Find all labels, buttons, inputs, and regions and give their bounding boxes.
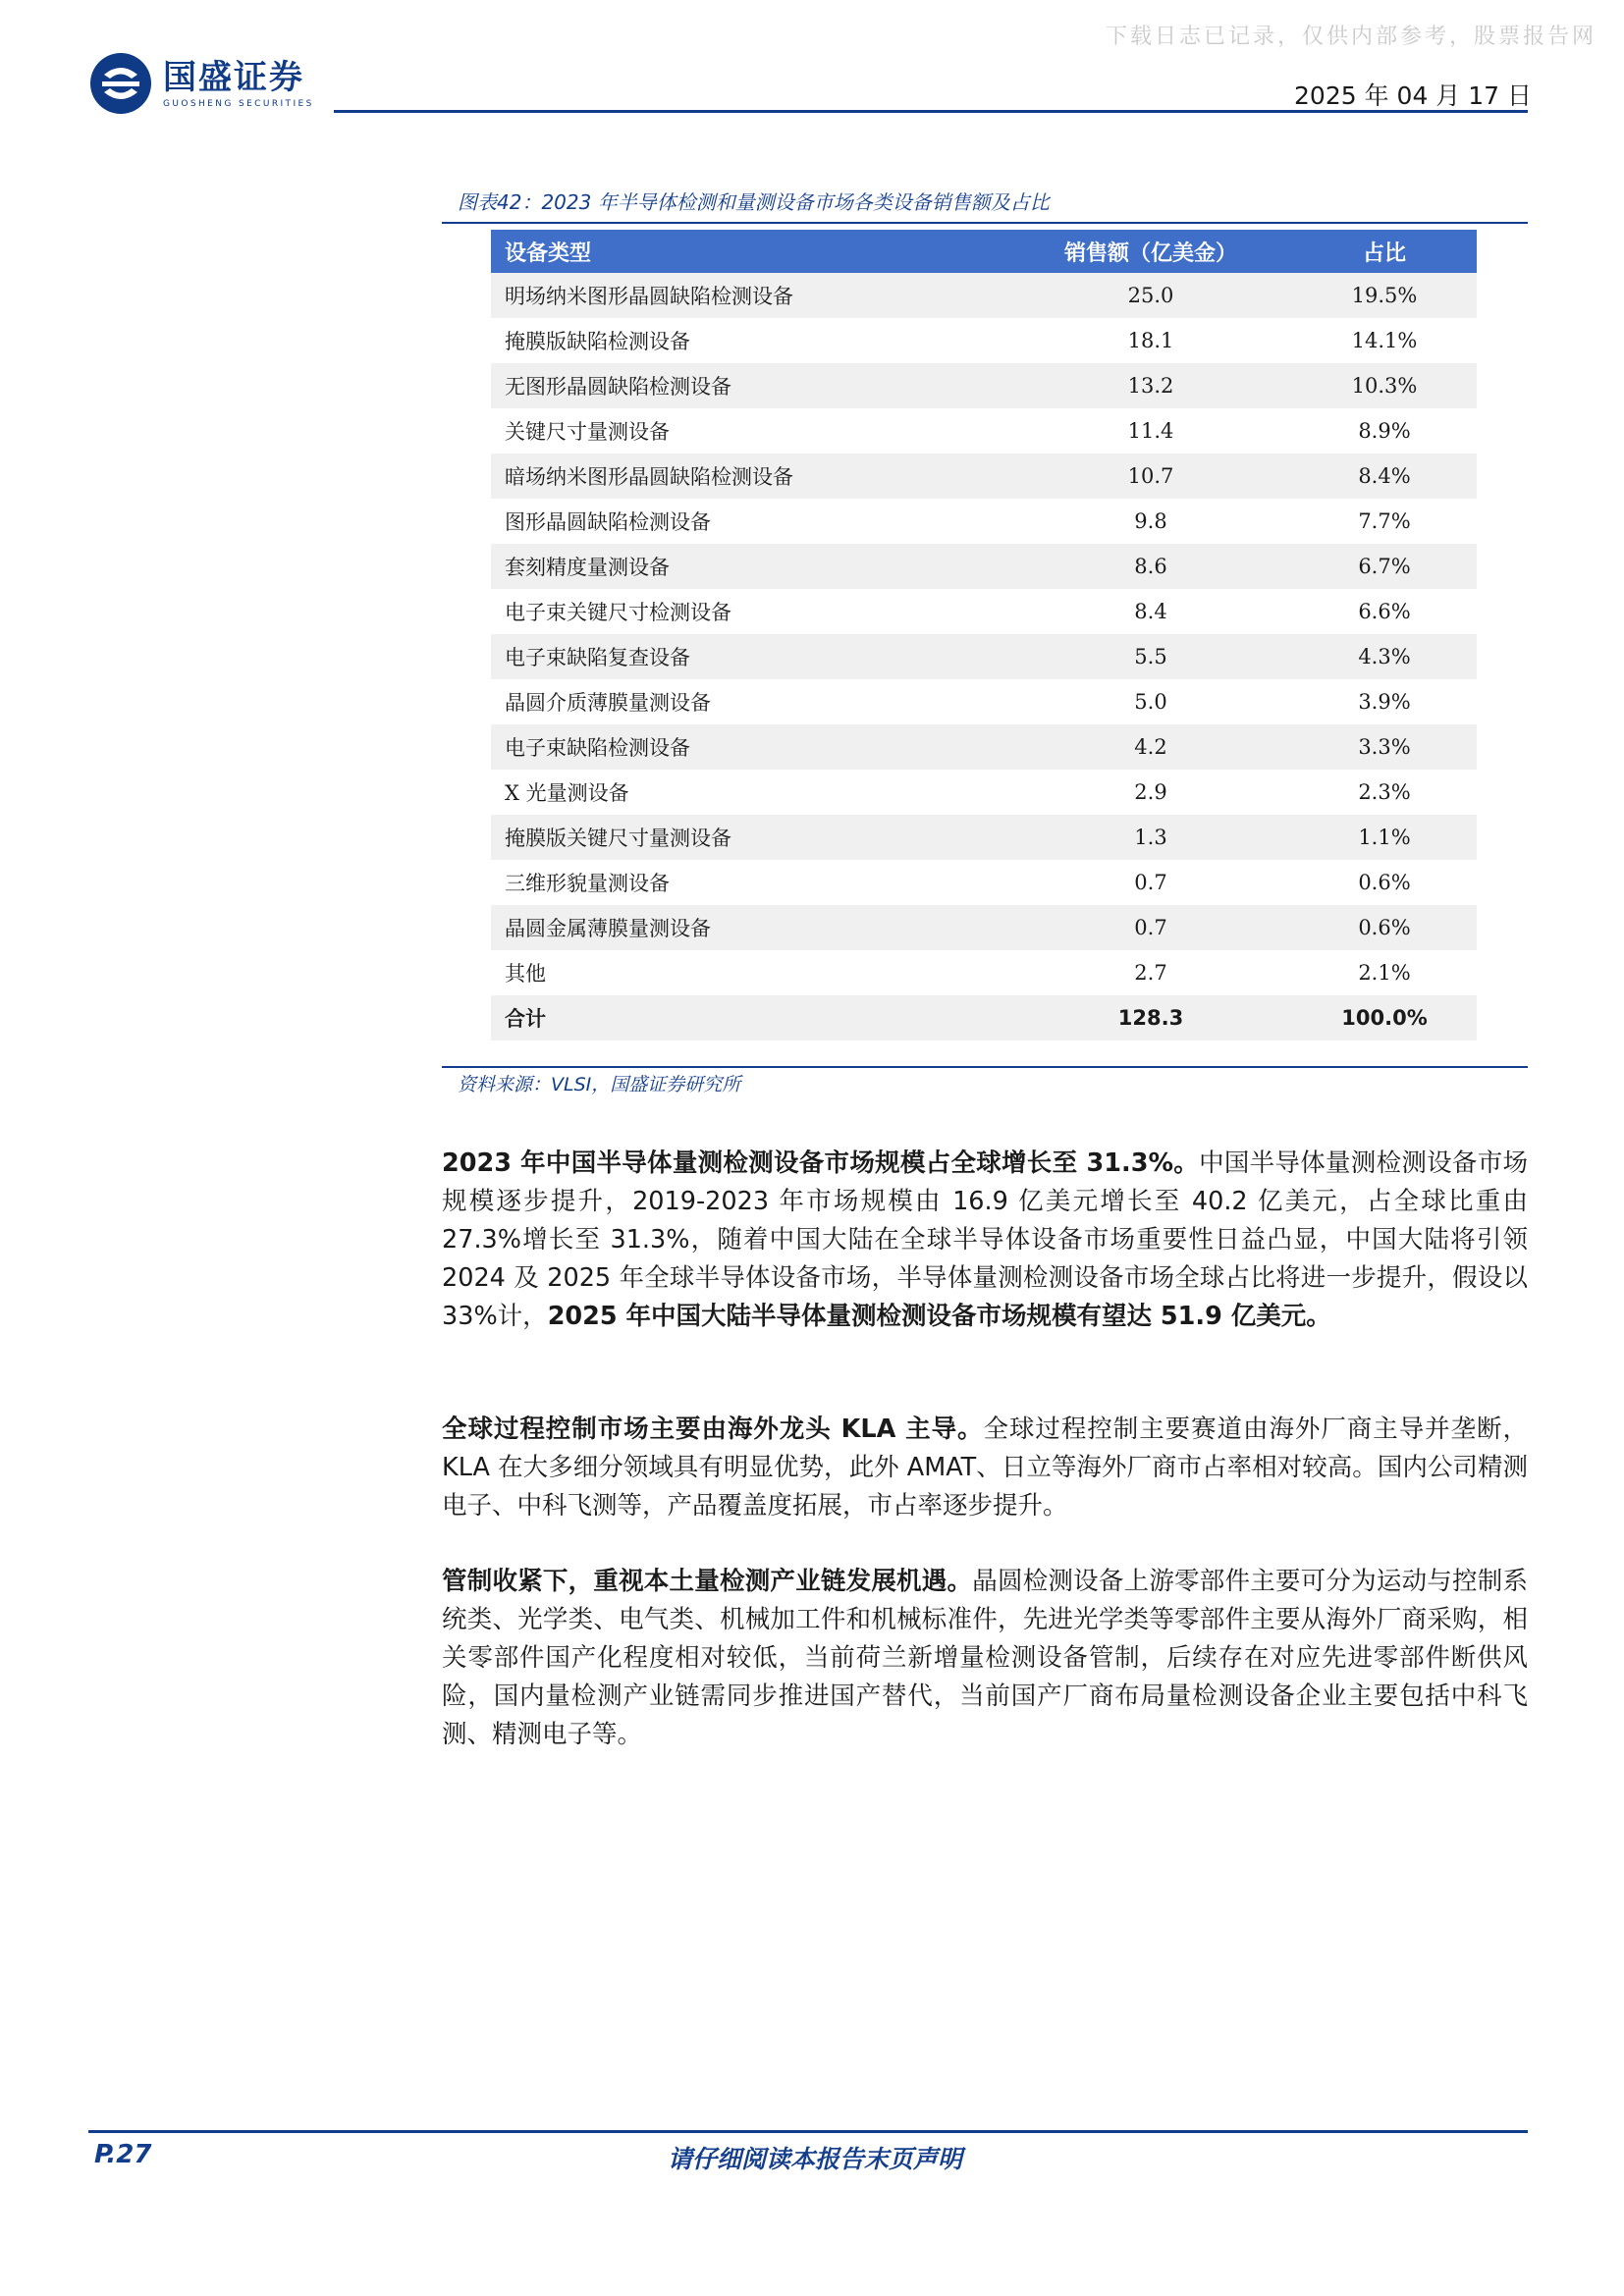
- table-row: [491, 544, 1477, 589]
- page-number: P.27: [94, 2140, 152, 2169]
- cell-sales: 11.4: [1127, 419, 1174, 443]
- logo-name-en: GUOSHENG SECURITIES: [163, 99, 314, 109]
- cell-share: 1.1%: [1292, 815, 1477, 860]
- paragraph-body: 全球过程控制主要赛道由海外厂商主导并垄断，KLA 在大多细分领域具有明显优势，此外 AMAT、日立等海外厂商市占率相对较高。国内公司精测电子、中科飞测等，产品覆盖度拓展，市占率逐步提升。: [442, 1415, 1528, 1521]
- report-date: 2025 年 04 月 17 日: [1294, 81, 1532, 110]
- cell-type: X 光量测设备: [505, 781, 629, 805]
- paragraph-lead: 2023 年中国半导体量测检测设备市场规模占全球增长至 31.3%。: [442, 1148, 1200, 1178]
- cell-share: 0.6%: [1292, 905, 1477, 950]
- cell-sales: 8.4: [1134, 600, 1167, 623]
- table-total-row: [491, 995, 1477, 1041]
- cell-total-share: 100.0%: [1292, 995, 1477, 1041]
- cell-type: 掩膜版关键尺寸量测设备: [491, 815, 1009, 860]
- header-divider: [334, 110, 1528, 113]
- cell-total-label: 合计: [491, 995, 1009, 1041]
- table-row: [491, 363, 1477, 408]
- logo-name-cn: 国盛证券: [163, 58, 304, 97]
- watermark-text: 下载日志已记录，仅供内部参考，股票报告网: [1105, 25, 1597, 49]
- table-header-row: [491, 230, 1477, 273]
- footer-disclaimer: 请仔细阅读本报告末页声明: [668, 2145, 963, 2173]
- cell-sales: 2.9: [1134, 780, 1167, 804]
- table-row: [491, 679, 1477, 724]
- cell-sales: 18.1: [1127, 329, 1174, 352]
- paragraph-tail: 2025 年中国大陆半导体量测检测设备市场规模有望达 51.9 亿美元。: [547, 1302, 1331, 1331]
- table-row: [491, 950, 1477, 995]
- cell-share: 0.6%: [1358, 871, 1411, 894]
- cell-share: 2.3%: [1358, 780, 1411, 804]
- table-row: [491, 499, 1477, 544]
- figure-source: 资料来源：VLSI，国盛证券研究所: [458, 1074, 741, 1095]
- table-row: [491, 408, 1477, 454]
- cell-type: 其他: [505, 962, 546, 986]
- cell-share: 19.5%: [1292, 273, 1477, 318]
- table-row: [491, 273, 1477, 318]
- table-row: [491, 815, 1477, 860]
- cell-share: 2.1%: [1358, 961, 1411, 985]
- figure-caption: 图表42：2023 年半导体检测和量测设备市场各类设备销售额及占比: [458, 190, 1050, 214]
- cell-sales: 1.3: [1009, 815, 1292, 860]
- cell-sales: 10.7: [1009, 454, 1292, 499]
- column-header-type: 设备类型: [491, 230, 1009, 273]
- cell-sales: 8.6: [1009, 544, 1292, 589]
- cell-type: 三维形貌量测设备: [505, 872, 670, 895]
- table-row: [491, 860, 1477, 905]
- cell-type: 关键尺寸量测设备: [505, 420, 670, 444]
- caption-divider: [442, 222, 1528, 224]
- paragraph-body: 晶圆检测设备上游零部件主要可分为运动与控制系统类、光学类、电气类、机械加工件和机械标准件，先进光学类等零部件主要从海外厂商采购，相关零部件国产化程度相对较低，当前荷兰新增量检测设备管制，后续存在对应先进零部件断供风险，国内量检测产业链需同步推进国产替代，当前国产厂商布局量检测设备企业主要包括中科飞测、精测电子等。: [442, 1567, 1528, 1749]
- column-header-share: 占比: [1292, 230, 1477, 273]
- table-row: [491, 318, 1477, 363]
- paragraph-market-share: [442, 1145, 1528, 1336]
- cell-sales: 5.0: [1134, 690, 1167, 714]
- cell-share: 8.4%: [1292, 454, 1477, 499]
- cell-type: 晶圆金属薄膜量测设备: [491, 905, 1009, 950]
- column-header-sales: 销售额（亿美金）: [1009, 230, 1292, 273]
- table-row: [491, 724, 1477, 770]
- cell-sales: 4.2: [1009, 724, 1292, 770]
- cell-type: 电子束缺陷复查设备: [491, 634, 1009, 679]
- cell-share: 14.1%: [1351, 329, 1418, 352]
- cell-share: 6.6%: [1358, 600, 1411, 623]
- table-row: [491, 770, 1477, 815]
- cell-total-sales: 128.3: [1009, 995, 1292, 1041]
- cell-share: 4.3%: [1292, 634, 1477, 679]
- cell-sales: 5.5: [1009, 634, 1292, 679]
- cell-sales: 13.2: [1009, 363, 1292, 408]
- table-row: [491, 905, 1477, 950]
- table-row: [491, 589, 1477, 634]
- cell-type: 明场纳米图形晶圆缺陷检测设备: [491, 273, 1009, 318]
- cell-sales: 9.8: [1134, 509, 1167, 533]
- cell-type: 电子束关键尺寸检测设备: [505, 601, 731, 624]
- company-logo: [88, 51, 314, 116]
- paragraph-kla-dominance: [442, 1411, 1528, 1525]
- equipment-sales-table: [491, 230, 1477, 1041]
- cell-sales: 0.7: [1134, 871, 1167, 894]
- cell-type: 电子束缺陷检测设备: [491, 724, 1009, 770]
- cell-share: 7.7%: [1358, 509, 1411, 533]
- cell-sales: 25.0: [1009, 273, 1292, 318]
- table-row: [491, 454, 1477, 499]
- paragraph-lead: 管制收紧下，重视本土量检测产业链发展机遇。: [442, 1567, 973, 1596]
- cell-type: 无图形晶圆缺陷检测设备: [491, 363, 1009, 408]
- cell-sales: 0.7: [1009, 905, 1292, 950]
- paragraph-lead: 全球过程控制市场主要由海外龙头 KLA 主导。: [442, 1415, 984, 1444]
- cell-type: 晶圆介质薄膜量测设备: [505, 691, 711, 715]
- cell-type: 暗场纳米图形晶圆缺陷检测设备: [491, 454, 1009, 499]
- cell-type: 掩膜版缺陷检测设备: [505, 330, 690, 353]
- paragraph-domestic-supply-chain: [442, 1563, 1528, 1754]
- cell-share: 3.3%: [1292, 724, 1477, 770]
- cell-share: 10.3%: [1292, 363, 1477, 408]
- cell-type: 套刻精度量测设备: [491, 544, 1009, 589]
- cell-share: 6.7%: [1292, 544, 1477, 589]
- cell-sales: 2.7: [1134, 961, 1167, 985]
- cell-share: 3.9%: [1358, 690, 1411, 714]
- guosheng-logo-icon: [88, 51, 153, 116]
- footer-divider: [88, 2130, 1528, 2133]
- cell-share: 8.9%: [1358, 419, 1411, 443]
- source-divider: [442, 1066, 1528, 1068]
- table-row: [491, 634, 1477, 679]
- cell-type: 图形晶圆缺陷检测设备: [505, 510, 711, 534]
- paragraph-body: 中国半导体量测检测设备市场规模逐步提升，2019-2023 年市场规模由 16.9 亿美元增长至 40.2 亿美元，占全球比重由 27.3%增长至 31.3%，随着中国大陆在全球半导体设备市场重要性日益凸显，中国大陆将引领 2024 及 2025 年全球半导体设备市场，半导体量测检测设备市场全球占比将进一步提升，假设以 33%计，: [442, 1148, 1528, 1331]
